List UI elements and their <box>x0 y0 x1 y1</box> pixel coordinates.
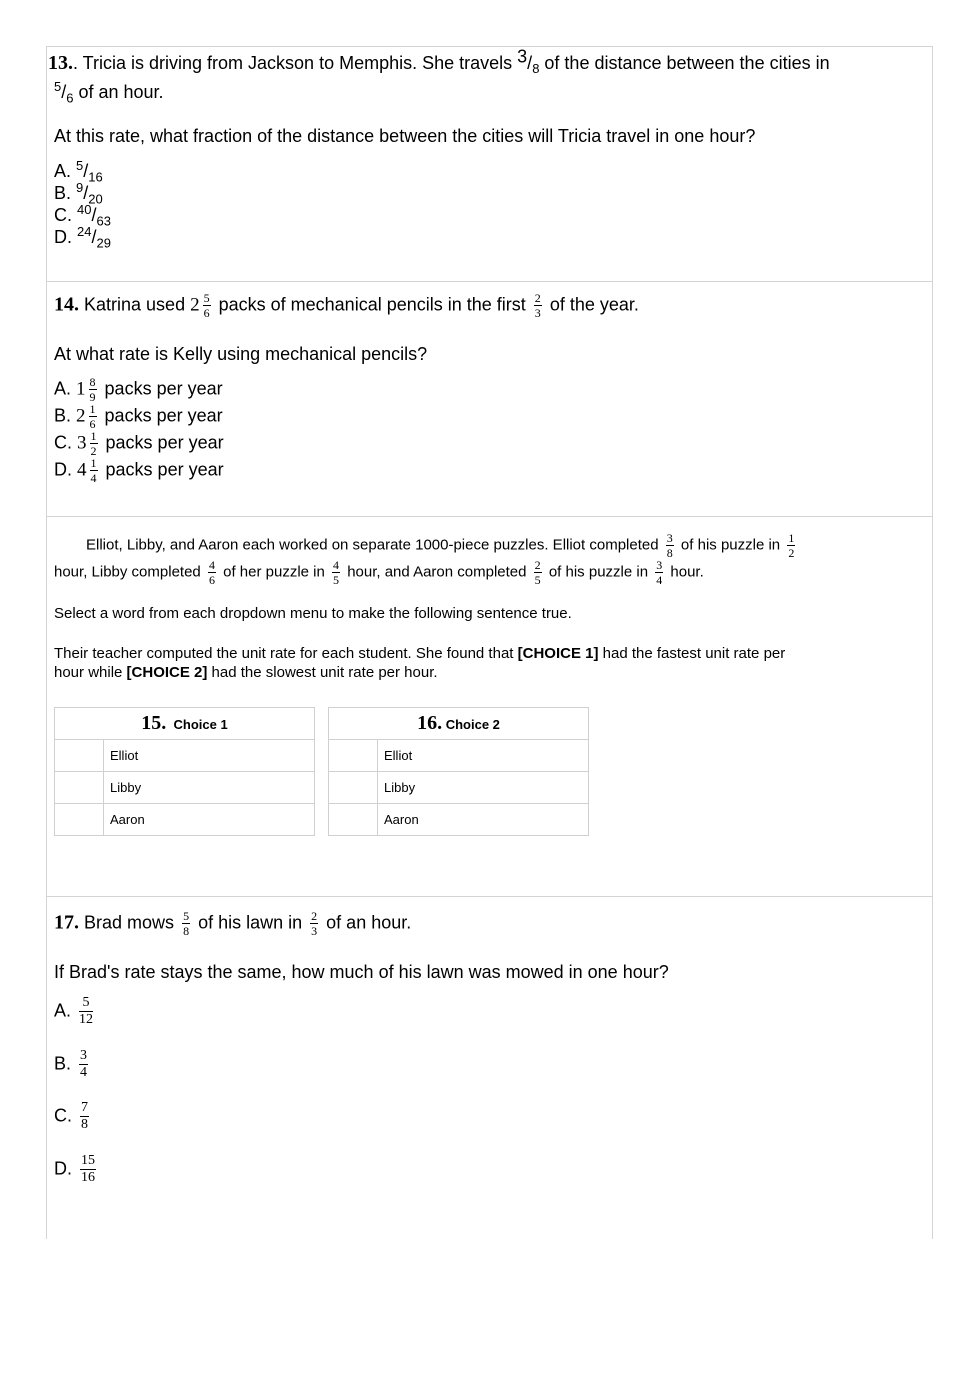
mixed-fraction: $\frac{5}{6}$ <box>203 291 210 320</box>
left-border <box>46 46 47 1239</box>
question-prompt: At this rate, what fraction of the distance between the cities will Tricia travel in one hour? <box>54 126 756 146</box>
answer-option-a[interactable]: A. 1 $\frac{8}{9}$ packs per year <box>54 375 223 404</box>
section-divider <box>46 281 933 282</box>
question-number: 14. <box>54 293 79 316</box>
choice-radio-cell[interactable] <box>55 804 104 836</box>
choice-radio-cell[interactable] <box>55 772 104 804</box>
section-divider <box>46 46 933 47</box>
question-number: 13. <box>48 52 73 74</box>
right-border <box>932 46 933 1239</box>
answer-option-d[interactable]: D. $^{24}/_{29}$ <box>54 224 111 251</box>
choice-radio-cell[interactable] <box>329 740 378 772</box>
question-prompt: At what rate is Kelly using mechanical pencils? <box>54 344 428 364</box>
choice-2-placeholder: [CHOICE 2] <box>126 664 208 681</box>
fraction-numerator: 3 <box>517 46 528 67</box>
fraction-numerator: 5 <box>54 79 62 94</box>
choice-1-placeholder: [CHOICE 1] <box>517 645 599 662</box>
choice-option-libby[interactable]: Libby <box>329 772 589 804</box>
fraction-denominator: 8 <box>532 61 540 77</box>
question-prompt: If Brad's rate stays the same, how much of his lawn was mowed in one hour? <box>54 962 669 982</box>
choice-option-aaron[interactable]: Aaron <box>329 804 589 836</box>
answer-option-c[interactable]: C. 3 $\frac{1}{2}$ packs per year <box>54 429 224 458</box>
question-stem: Brad mows <box>84 912 175 933</box>
fraction: $\frac{2}{3}$ <box>534 291 541 320</box>
choice-option-libby[interactable]: Libby <box>55 772 315 804</box>
question-stem: of the year. <box>549 294 639 315</box>
choice-1-header: 15. Choice 1 <box>55 708 315 740</box>
question-stem: . Tricia is driving from Jackson to Memphis. She travels <box>73 53 518 73</box>
question-stem: of the distance between the cities in <box>539 53 830 73</box>
question-stem: Katrina used <box>84 294 186 315</box>
choice-radio-cell[interactable] <box>329 772 378 804</box>
fraction-denominator: 6 <box>66 90 74 106</box>
answer-option-a[interactable]: A. $\frac{5}{12}$ <box>54 995 94 1027</box>
answer-option-c[interactable]: C. $^{40}/_{63}$ <box>54 202 111 229</box>
choice-radio-cell[interactable] <box>329 804 378 836</box>
answer-option-c[interactable]: C. $\frac{7}{8}$ <box>54 1100 89 1132</box>
sentence-text: Their teacher computed the unit rate for each student. She found that <box>54 645 518 662</box>
passage-text: hour, Libby completed <box>54 563 201 581</box>
sentence-text: hour while <box>54 664 127 681</box>
choice-1-table <box>54 707 315 836</box>
answer-option-d[interactable]: D. $\frac{15}{16}$ <box>54 1153 96 1185</box>
section-divider <box>46 896 933 897</box>
passage-text: Elliot, Libby, and Aaron each worked on separate 1000-piece puzzles. Elliot completed <box>86 536 659 554</box>
choice-radio-cell[interactable] <box>55 740 104 772</box>
answer-option-d[interactable]: D. 4 $\frac{1}{4}$ packs per year <box>54 456 224 485</box>
answer-option-b[interactable]: B. 2 $\frac{1}{6}$ packs per year <box>54 402 223 431</box>
choice-option-aaron[interactable]: Aaron <box>55 804 315 836</box>
choice-2-header: 16. Choice 2 <box>329 708 589 740</box>
section-divider <box>46 516 933 517</box>
question-stem: packs of mechanical pencils in the first <box>218 294 526 315</box>
choice-2-table <box>328 707 589 836</box>
choice-option-elliot[interactable]: Elliot <box>329 740 589 772</box>
choice-option-elliot[interactable]: Elliot <box>55 740 315 772</box>
instruction-text: Select a word from each dropdown menu to make the following sentence true. <box>54 605 572 622</box>
answer-option-b[interactable]: B. $^9/_{20}$ <box>54 180 103 207</box>
question-stem: of an hour. <box>73 82 164 102</box>
question-number: 17. <box>54 911 79 934</box>
answer-option-a[interactable]: A. $^5/_{16}$ <box>54 158 103 185</box>
answer-option-b[interactable]: B. $\frac{3}{4}$ <box>54 1048 88 1080</box>
